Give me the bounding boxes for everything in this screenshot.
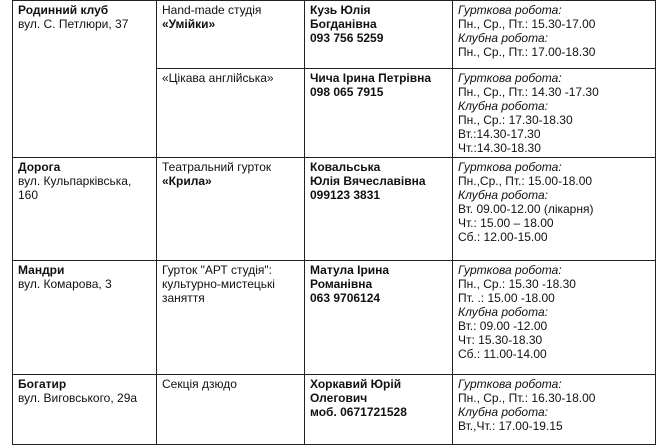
schedule-cell [453,158,656,261]
table-row [13,375,656,445]
schedule-line: Пн., Ср., Пт.: 17.00-18.30 [458,45,596,59]
schedule-line: Пн., Ср., Пт.: 15.30-17.00 [458,17,596,31]
leader-name: Чича Ірина Петрівна [310,71,432,85]
club-address: вул. Кульпарківська, [18,174,132,188]
leader-phone: 093 756 5259 [310,31,384,45]
schedule-line: Сб.: 12.00-15.00 [458,230,548,244]
table-row [13,158,656,261]
schedule-line: Пт. .: 15.00 -18.00 [458,291,555,305]
leader-name: Богданівна [310,17,377,31]
schedule-cell [453,261,656,375]
studio-cell [157,69,305,158]
leader-phone: 099123 3831 [310,188,381,202]
schedule-heading: Гурткова робота: [458,377,562,391]
leader-cell [305,375,453,445]
schedule-line: Вт.,Чт.: 17.00-19.15 [458,419,563,433]
schedule-line: Вт. 09.00-12.00 (лікарня) [458,202,594,216]
schedule-line: Пн., Ср.: 15.30 -18.30 [458,277,576,291]
studio-name: заняття [162,291,205,305]
leader-name: Ковальська [310,160,381,174]
studio-name: Гурток "АРТ студія": [162,263,272,277]
table-body [13,1,656,445]
club-address: вул. Комарова, 3 [18,277,112,291]
studio-cell [157,375,305,445]
club-cell [13,375,157,445]
leader-phone: моб. 0671721528 [310,405,407,419]
studio-name: Hand-made студія [162,3,262,17]
leader-cell [305,69,453,158]
club-cell [13,158,157,261]
schedule-heading: Клубна робота: [458,99,548,113]
schedule-cell [453,69,656,158]
schedule-heading: Гурткова робота: [458,263,562,277]
studio-name: «Крила» [162,174,212,188]
schedule-cell [453,1,656,69]
schedule-line: Чт.:14.30-18.30 [458,141,541,155]
club-cell [13,1,157,158]
leader-name: Хоркавий Юрій [310,377,402,391]
schedule-line: Пн., Ср.: 17.30-18.30 [458,113,573,127]
schedule-line: Чт.: 15.00 – 18.00 [458,216,554,230]
studio-cell [157,158,305,261]
schedule-line: Чт: 15.30-18.30 [458,333,543,347]
leader-cell [305,261,453,375]
studio-name: «Умійки» [162,17,216,31]
club-address: 160 [18,188,39,202]
leader-phone: 098 065 7915 [310,85,384,99]
schedule-heading: Клубна робота: [458,405,548,419]
schedule-heading: Гурткова робота: [458,71,562,85]
table-row [13,261,656,375]
studio-name: «Цікава англійська» [162,71,274,85]
schedule-cell [453,375,656,445]
schedule-heading: Клубна робота: [458,31,548,45]
club-address: вул. Виговського, 29а [18,391,138,405]
leader-name: Олегович [310,391,368,405]
club-name: Мандри [18,263,65,277]
schedule-heading: Клубна робота: [458,305,548,319]
schedule-line: Пн., Ср., Пт.: 14.30 -17.30 [458,85,599,99]
table-row [13,1,656,69]
schedule-line: Вт.: 09.00 -12.00 [458,319,548,333]
club-name: Богатир [18,377,67,391]
club-cell [13,261,157,375]
club-name: Дорога [18,160,61,174]
studio-cell [157,1,305,69]
leader-cell [305,1,453,69]
studio-cell [157,261,305,375]
leader-name: Матула Ірина [310,263,390,277]
club-address: вул. С. Петлюри, 37 [18,17,129,31]
studio-name: Театральний гурток [162,160,272,174]
schedule-heading: Гурткова робота: [458,3,562,17]
leader-cell [305,158,453,261]
schedule-line: Пн.,Ср., Пт.: 15.00-18.00 [458,174,593,188]
schedule-heading: Гурткова робота: [458,160,562,174]
studio-name: Секція дзюдо [162,377,237,391]
schedule-line: Сб.: 11.00-14.00 [458,347,547,361]
leader-name: Романівна [310,277,373,291]
schedule-heading: Клубна робота: [458,188,548,202]
leader-name: Юлія Вячеславівна [310,174,426,188]
schedule-line: Вт.:14.30-17.30 [458,127,541,141]
studio-name: культурно-мистецькі [162,277,275,291]
clubs-schedule-table [12,0,656,445]
leader-phone: 063 9706124 [310,291,381,305]
schedule-line: Пн., Ср., Пт.: 16.30-18.00 [458,391,596,405]
club-name: Родинний клуб [18,3,109,17]
leader-name: Кузь Юлія [310,3,371,17]
